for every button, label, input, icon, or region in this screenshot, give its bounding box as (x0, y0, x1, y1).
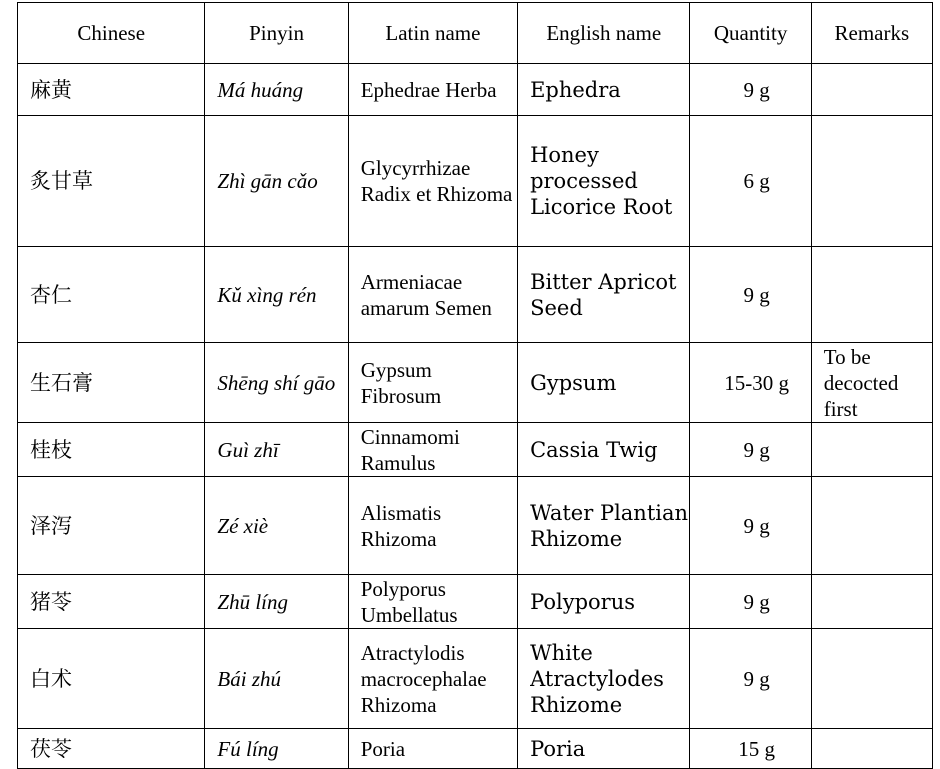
header-chinese: Chinese (18, 3, 205, 64)
cell-latin: Gypsum Fibrosum (348, 343, 517, 423)
herb-formula-table (17, 2, 933, 769)
cell-remarks (811, 477, 932, 575)
table-row (18, 477, 933, 575)
cell-english: Bitter Apricot Seed (518, 247, 690, 343)
cell-latin: Alismatis Rhizoma (348, 477, 517, 575)
cell-remarks (811, 729, 932, 769)
cell-english: Polyporus (518, 575, 690, 629)
cell-chinese: 麻黄 (18, 64, 205, 116)
cell-quantity: 9 g (690, 247, 811, 343)
cell-quantity: 9 g (690, 477, 811, 575)
cell-chinese: 茯苓 (18, 729, 205, 769)
cell-chinese: 炙甘草 (18, 116, 205, 247)
table-row (18, 575, 933, 629)
cell-english: Water Plantian Rhizome (518, 477, 690, 575)
table-row (18, 247, 933, 343)
table-header-row (18, 3, 933, 64)
cell-pinyin: Bái zhú (205, 629, 348, 729)
cell-latin: Armeniacae amarum Semen (348, 247, 517, 343)
cell-pinyin: Zé xiè (205, 477, 348, 575)
cell-quantity: 9 g (690, 64, 811, 116)
cell-chinese: 杏仁 (18, 247, 205, 343)
cell-pinyin: Zhū líng (205, 575, 348, 629)
table-row (18, 729, 933, 769)
cell-remarks: To be decocted first (811, 343, 932, 423)
cell-chinese: 生石膏 (18, 343, 205, 423)
table-row (18, 343, 933, 423)
cell-quantity: 15-30 g (690, 343, 811, 423)
cell-english: Ephedra (518, 64, 690, 116)
cell-english: White Atractylodes Rhizome (518, 629, 690, 729)
table-row (18, 116, 933, 247)
cell-quantity: 9 g (690, 575, 811, 629)
cell-english: Poria (518, 729, 690, 769)
cell-pinyin: Guì zhī (205, 423, 348, 477)
cell-chinese: 桂枝 (18, 423, 205, 477)
cell-english: Gypsum (518, 343, 690, 423)
cell-latin: Polyporus Umbellatus (348, 575, 517, 629)
cell-latin: Glycyrrhizae Radix et Rhizoma (348, 116, 517, 247)
header-english: English name (518, 3, 690, 64)
cell-remarks (811, 575, 932, 629)
cell-pinyin: Má huáng (205, 64, 348, 116)
cell-latin: Poria (348, 729, 517, 769)
cell-quantity: 15 g (690, 729, 811, 769)
cell-pinyin: Kǔ xìng rén (205, 247, 348, 343)
cell-quantity: 6 g (690, 116, 811, 247)
cell-chinese: 猪苓 (18, 575, 205, 629)
cell-latin: Atractylodis macrocephalae Rhizoma (348, 629, 517, 729)
cell-remarks (811, 247, 932, 343)
cell-chinese: 泽泻 (18, 477, 205, 575)
cell-remarks (811, 64, 932, 116)
header-remarks: Remarks (811, 3, 932, 64)
cell-pinyin: Shēng shí gāo (205, 343, 348, 423)
cell-chinese: 白术 (18, 629, 205, 729)
cell-english: Cassia Twig (518, 423, 690, 477)
cell-quantity: 9 g (690, 423, 811, 477)
header-quantity: Quantity (690, 3, 811, 64)
table-row (18, 423, 933, 477)
cell-quantity: 9 g (690, 629, 811, 729)
table-row (18, 64, 933, 116)
cell-remarks (811, 423, 932, 477)
cell-pinyin: Fú líng (205, 729, 348, 769)
cell-pinyin: Zhì gān cǎo (205, 116, 348, 247)
cell-latin: Cinnamomi Ramulus (348, 423, 517, 477)
cell-english: Honey processed Licorice Root (518, 116, 690, 247)
cell-latin: Ephedrae Herba (348, 64, 517, 116)
header-pinyin: Pinyin (205, 3, 348, 64)
cell-remarks (811, 629, 932, 729)
header-latin: Latin name (348, 3, 517, 64)
cell-remarks (811, 116, 932, 247)
table-row (18, 629, 933, 729)
